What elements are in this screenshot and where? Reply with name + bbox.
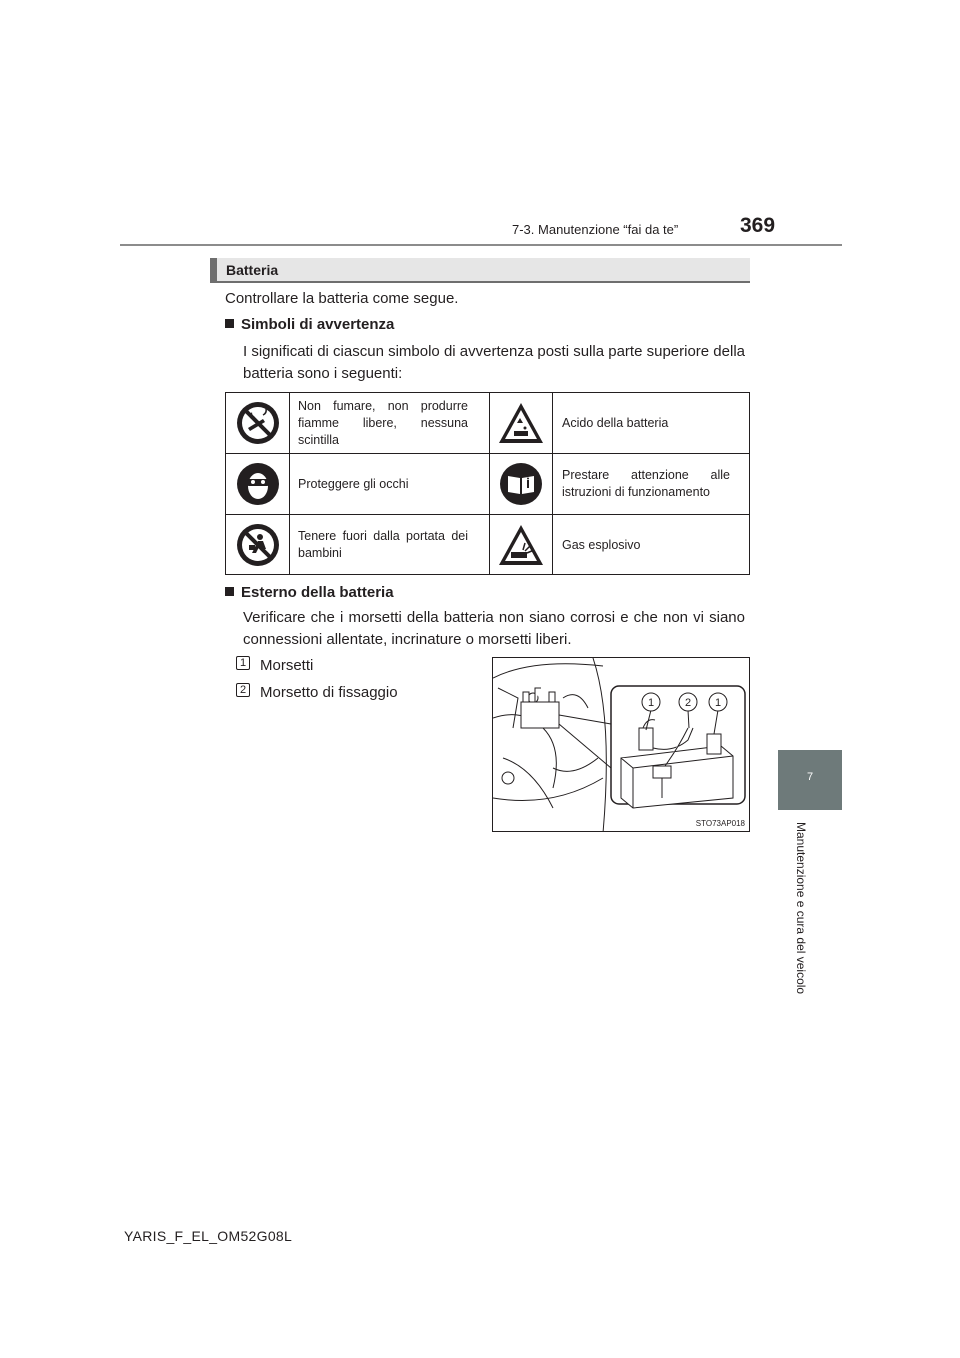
eye-protection-icon (226, 454, 290, 514)
battery-acid-icon (489, 393, 553, 453)
header-divider (120, 244, 842, 246)
document-code: YARIS_F_EL_OM52G08L (124, 1228, 293, 1244)
exterior-heading-text: Esterno della batteria (241, 584, 394, 601)
header-section-title: 7-3. Manutenzione “fai da te” (512, 222, 679, 237)
warning-symbols-heading (225, 316, 394, 333)
symbol-description: Prestare attenzione alle istruzioni di funzionamento (562, 468, 730, 499)
no-smoking-icon (226, 393, 290, 453)
figure-callout-3: 1 (714, 697, 722, 709)
symbol-description: Acido della batteria (562, 415, 669, 430)
chapter-label: Manutenzione e cura del veicolo (794, 822, 808, 995)
section-title: Batteria (226, 262, 279, 278)
warning-symbols-table (225, 392, 750, 575)
section-intro: Controllare la batteria come segue. (225, 290, 459, 307)
symbol-row (226, 515, 749, 576)
symbol-description: Non fumare, non produrre fiamme libere, nessuna scintilla (298, 398, 468, 447)
keep-away-children-icon (226, 515, 290, 575)
symbol-description: Gas esplosivo (562, 537, 641, 552)
bullet-square-icon (225, 319, 234, 328)
symbol-description: Proteggere gli occhi (298, 476, 409, 491)
section-title-bar (210, 258, 750, 283)
explosive-gas-icon (489, 515, 553, 575)
symbol-description: Tenere fuori dalla portata dei bambini (298, 529, 468, 560)
chapter-tab (778, 750, 842, 810)
figure-callout-2: 2 (684, 697, 692, 709)
bullet-square-icon (225, 587, 234, 596)
warning-symbols-heading-text: Simboli di avvertenza (241, 316, 395, 333)
symbol-row (226, 454, 749, 515)
symbol-row (226, 393, 749, 454)
callout-number-badge: 1 (236, 656, 250, 670)
read-manual-icon (489, 454, 553, 514)
section-accent (210, 258, 217, 281)
battery-illustration (492, 657, 750, 832)
exterior-description: Verificare che i morsetti della batteria non siano corrosi e che non vi siano connessioni allentate, incrinature o morsetti liberi. (243, 609, 745, 648)
figure-code: STO73AP018 (695, 819, 745, 828)
exterior-heading (225, 584, 394, 601)
figure-callout-1: 1 (647, 697, 655, 709)
page-number: 369 (740, 214, 776, 237)
chapter-number: 7 (806, 771, 814, 783)
warning-symbols-description: I significati di ciascun simbolo di avvertenza posti sulla parte superiore della batteria sono i seguenti: (243, 343, 745, 382)
callout-number-badge: 2 (236, 683, 250, 697)
legend-label: Morsetti (260, 657, 314, 674)
legend-label: Morsetto di fissaggio (260, 684, 398, 701)
engine-bay-drawing (493, 658, 750, 832)
